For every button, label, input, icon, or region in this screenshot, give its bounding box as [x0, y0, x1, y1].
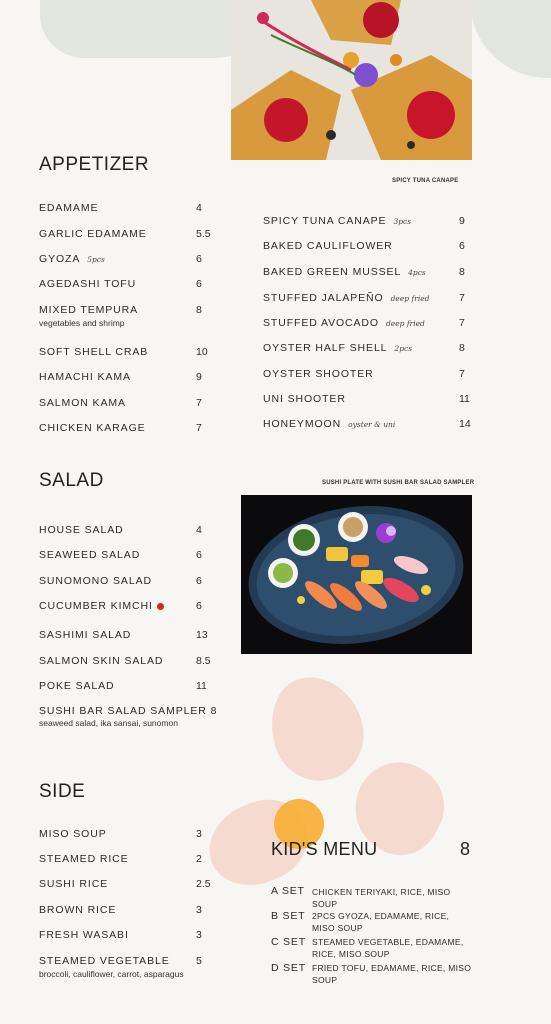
menu-item-note: 2pcs — [394, 344, 413, 353]
menu-item — [39, 705, 217, 717]
kids-set-desc: CHICKEN TERIYAKI, RICE, MISO SOUP — [312, 887, 451, 909]
kids-menu-title: KID'S MENU — [271, 839, 378, 859]
menu-item-price: 9 — [459, 215, 465, 227]
decorative-petal — [260, 666, 374, 791]
menu-item-name: FRESH WASABI — [39, 929, 129, 941]
menu-item-name: STEAMED VEGETABLE — [39, 955, 170, 967]
menu-item-price: 9 — [196, 371, 202, 383]
menu-item-note: deep fried — [385, 319, 425, 328]
appetizer-title: APPETIZER — [39, 154, 150, 175]
spicy-tuna-canape-photo — [231, 0, 472, 160]
menu-item-note: 3pcs — [393, 217, 412, 226]
menu-item-price: 6 — [196, 253, 202, 265]
menu-item-name: SALMON SKIN SALAD — [39, 655, 164, 667]
kids-set-desc: STEAMED VEGETABLE, EDAMAME, RICE, MISO SOUP — [312, 937, 464, 959]
menu-item-name: OYSTER HALF SHELL — [263, 342, 388, 354]
menu-item-price: 3 — [196, 828, 202, 840]
menu-item-name: UNI SHOOTER — [263, 393, 346, 405]
menu-item-name: STUFFED AVOCADO — [263, 317, 379, 329]
menu-item-price: 6 — [196, 575, 202, 587]
menu-item-note: deep fried — [390, 294, 430, 303]
menu-item — [263, 317, 425, 329]
kids-set-desc: FRIED TOFU, EDAMAME, RICE, MISO SOUP — [312, 963, 472, 985]
menu-item-price: 8.5 — [196, 655, 211, 667]
menu-item-note: 4pcs — [408, 268, 426, 277]
kids-set-desc: 2PCS GYOZA, EDAMAME, RICE, MISO SOUP — [312, 911, 450, 933]
menu-item-price: 3 — [196, 929, 202, 941]
menu-item-price: 5 — [196, 955, 202, 967]
menu-item-name: STUFFED JALAPEÑO — [263, 292, 384, 304]
menu-item-name: SALMON KAMA — [39, 397, 126, 409]
menu-item-name: SUSHI BAR SALAD SAMPLER — [39, 705, 207, 717]
menu-item — [263, 292, 429, 304]
menu-item-name: GARLIC EDAMAME — [39, 228, 147, 240]
menu-item-name: MIXED TEMPURA — [39, 304, 139, 316]
menu-item-name: GYOZA — [39, 253, 81, 265]
menu-item-price: 4 — [196, 202, 202, 214]
menu-item-price: 6 — [196, 549, 202, 561]
menu-item-price: 14 — [459, 418, 471, 430]
menu-item — [39, 253, 105, 265]
kids-menu-price: 8 — [460, 839, 471, 859]
menu-item-name: BAKED GREEN MUSSEL — [263, 266, 402, 278]
menu-item-price: 8 — [459, 266, 465, 278]
menu-item-note: 5pcs — [87, 255, 105, 264]
menu-item-price: 5.5 — [196, 228, 211, 240]
menu-item — [263, 418, 395, 430]
menu-item-price: 8 — [210, 705, 218, 717]
menu-item-price: 7 — [196, 397, 202, 409]
menu-item-name: BROWN RICE — [39, 904, 117, 916]
menu-item-name: SOFT SHELL CRAB — [39, 346, 149, 358]
menu-item-price: 6 — [196, 600, 202, 612]
menu-item-name: CHICKEN KARAGE — [39, 422, 146, 434]
menu-item-name: CUCUMBER KIMCHI — [39, 600, 153, 612]
kids-set-label: A SET — [271, 885, 305, 897]
menu-item-name: MISO SOUP — [39, 828, 107, 840]
menu-item-price: 7 — [459, 368, 465, 380]
menu-item — [263, 266, 426, 278]
menu-item-name: EDAMAME — [39, 202, 99, 214]
photo-caption: SUSHI PLATE WITH SUSHI BAR SALAD SAMPLER — [322, 480, 475, 486]
menu-item-sub: seaweed salad, ika sansai, sunomon — [39, 718, 178, 728]
menu-item — [263, 342, 412, 354]
menu-item-price: 7 — [459, 292, 465, 304]
menu-item-name: SASHIMI SALAD — [39, 629, 132, 641]
kids-set-label: B SET — [271, 910, 306, 922]
menu-item-name: HOUSE SALAD — [39, 524, 124, 536]
menu-item-name: SUSHI RICE — [39, 878, 109, 890]
menu-item-price: 11 — [459, 393, 470, 405]
menu-item-name: HAMACHI KAMA — [39, 371, 131, 383]
menu-item-price: 7 — [459, 317, 465, 329]
kids-set-label: D SET — [271, 962, 306, 974]
menu-item-name: SEAWEED SALAD — [39, 549, 141, 561]
menu-item-name: OYSTER SHOOTER — [263, 368, 374, 380]
menu-item-note: oyster & uni — [348, 420, 396, 429]
decorative-blob — [470, 0, 551, 78]
spicy-dot-icon — [157, 603, 164, 610]
photo-caption: SPICY TUNA CANAPE — [392, 178, 459, 184]
menu-item-price: 8 — [196, 304, 202, 316]
menu-item — [39, 600, 164, 612]
menu-item-name: AGEDASHI TOFU — [39, 278, 137, 290]
menu-item-price: 6 — [196, 278, 202, 290]
salad-title: SALAD — [39, 470, 104, 491]
menu-item-price: 4 — [196, 524, 202, 536]
menu-item-name: SPICY TUNA CANAPE — [263, 215, 387, 227]
menu-item — [263, 215, 411, 227]
menu-item-name: BAKED CAULIFLOWER — [263, 240, 393, 252]
sushi-plate-photo — [241, 495, 472, 654]
menu-item-price: 7 — [196, 422, 202, 434]
menu-item-name: POKE SALAD — [39, 680, 115, 692]
menu-item-price: 2 — [196, 853, 202, 865]
side-title: SIDE — [39, 781, 86, 802]
menu-item-price: 11 — [196, 680, 207, 692]
menu-item-name: STEAMED RICE — [39, 853, 129, 865]
menu-item-sub: broccoli, cauliflower, carrot, asparagus — [39, 969, 184, 979]
menu-item-price: 3 — [196, 904, 202, 916]
menu-item-name: SUNOMONO SALAD — [39, 575, 152, 587]
menu-item-price: 2.5 — [196, 878, 211, 890]
menu-item-price: 13 — [196, 629, 208, 641]
menu-item-sub: vegetables and shrimp — [39, 318, 125, 328]
menu-item-price: 6 — [459, 240, 465, 252]
menu-item-name: HONEYMOON — [263, 418, 342, 430]
menu-item-price: 8 — [459, 342, 465, 354]
menu-item-price: 10 — [196, 346, 208, 358]
kids-set-label: C SET — [271, 936, 306, 948]
